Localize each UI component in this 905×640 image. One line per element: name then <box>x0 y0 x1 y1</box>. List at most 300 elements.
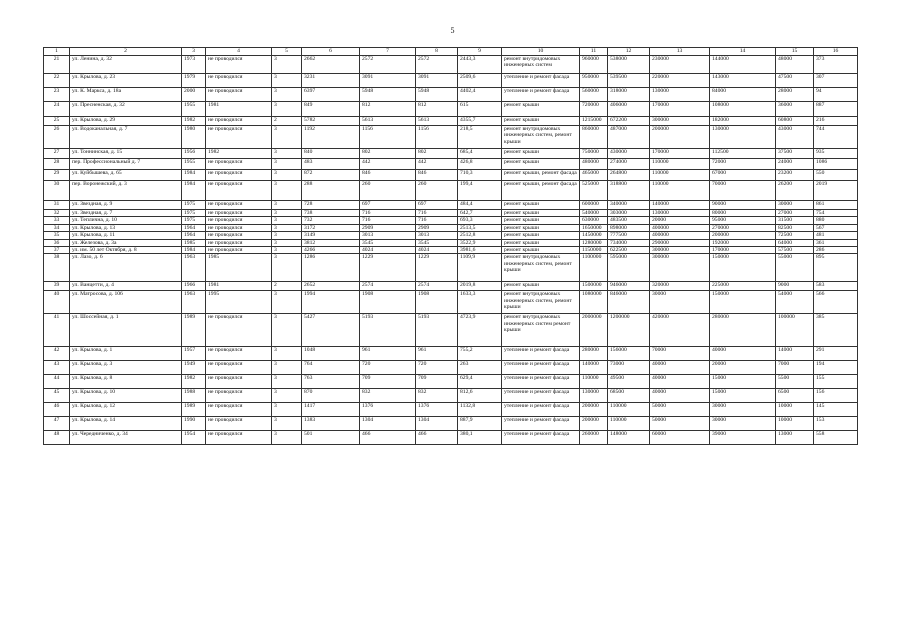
table-cell: 1229 <box>416 254 458 282</box>
table-cell: 466 <box>416 431 458 445</box>
table-cell: 3 <box>272 126 302 149</box>
table-cell: 110000 <box>608 403 650 417</box>
table-cell: 385 <box>814 314 858 347</box>
table-cell: 832 <box>416 389 458 403</box>
table-cell: 550 <box>814 170 858 181</box>
table-cell: ул. Теплична, д. 10 <box>70 217 182 224</box>
table-cell: 846000 <box>608 291 650 314</box>
column-header: 15 <box>776 48 814 56</box>
table-row <box>44 126 858 149</box>
repair-program-table <box>43 47 858 445</box>
table-cell: ул. Железова, д. 3а <box>70 239 182 246</box>
table-cell: 1964 <box>182 232 206 239</box>
table-cell: 318000 <box>608 88 650 102</box>
table-cell: ул. Крылова, д. 11 <box>70 232 182 239</box>
table-cell: 291 <box>814 347 858 361</box>
table-cell: 24 <box>44 102 70 117</box>
table-row <box>44 170 858 181</box>
table-cell: 716 <box>360 210 416 217</box>
table-cell: 280000 <box>580 347 608 361</box>
table-cell: 400000 <box>650 224 710 231</box>
table-cell: 738 <box>302 210 360 217</box>
table-cell: 540000 <box>580 210 608 217</box>
table-cell: ул. Звездная, д. 9 <box>70 201 182 210</box>
table-cell: 288 <box>302 181 360 201</box>
table-cell: 37500 <box>776 149 814 159</box>
table-row <box>44 88 858 102</box>
table-cell: не проводился <box>206 347 272 361</box>
table-cell: 697 <box>416 201 458 210</box>
table-cell: 290000 <box>650 239 710 246</box>
table-cell: 1908 <box>416 291 458 314</box>
table-cell: 1982 <box>182 375 206 389</box>
table-cell: не проводился <box>206 74 272 88</box>
table-cell: 3 <box>272 254 302 282</box>
table-cell: 2509,6 <box>458 74 502 88</box>
table-cell: 6500 <box>776 389 814 403</box>
table-cell: 110000 <box>608 417 650 431</box>
table-cell: не проводился <box>206 170 272 181</box>
table-cell: 2572 <box>360 56 416 74</box>
table-row <box>44 361 858 375</box>
table-cell: 24000 <box>776 159 814 170</box>
table-cell: 57500 <box>776 247 814 254</box>
table-cell: 36 <box>44 239 70 246</box>
table-cell: 70000 <box>650 347 710 361</box>
table-cell: 150000 <box>710 291 776 314</box>
table-cell: 4024 <box>416 247 458 254</box>
table-cell: 33 <box>44 217 70 224</box>
table-row <box>44 375 858 389</box>
table-cell: не проводился <box>206 88 272 102</box>
table-cell: 46 <box>44 403 70 417</box>
table-cell: 50000 <box>650 403 710 417</box>
table-cell: 26200 <box>776 181 814 201</box>
table-cell: 709 <box>416 375 458 389</box>
table-cell: 1100000 <box>580 254 608 282</box>
table-cell: 21 <box>44 56 70 74</box>
table-cell: 3 <box>272 102 302 117</box>
table-cell: 80000 <box>710 210 776 217</box>
table-cell: 4723,9 <box>458 314 502 347</box>
table-row <box>44 149 858 159</box>
table-cell: 60800 <box>776 117 814 126</box>
table-cell: 95000 <box>710 217 776 224</box>
table-cell: 777500 <box>608 232 650 239</box>
table-cell: 43000 <box>776 126 814 149</box>
table-cell: 40000 <box>650 389 710 403</box>
table-cell: 685,4 <box>458 149 502 159</box>
table-cell: 54000 <box>776 291 814 314</box>
table-cell: 1980 <box>182 126 206 149</box>
table-row <box>44 314 858 347</box>
table-cell: 27000 <box>776 210 814 217</box>
table-cell: не проводился <box>206 247 272 254</box>
table-cell: 583 <box>814 282 858 291</box>
table-cell: 1109,9 <box>458 254 502 282</box>
table-cell: утепление и ремонт фасада <box>502 431 580 445</box>
table-cell: ул. Ленина, д. 32 <box>70 56 182 74</box>
table-cell: не проводился <box>206 217 272 224</box>
table-cell: не проводился <box>206 375 272 389</box>
table-cell: 1954 <box>182 431 206 445</box>
table-cell: не проводился <box>206 239 272 246</box>
table-cell: ремонт внутридомовых инженерных систем, ремонт крыши <box>502 126 580 149</box>
column-header: 7 <box>360 48 416 56</box>
table-cell: ул. К. Маркса, д. 18а <box>70 88 182 102</box>
table-cell: 946000 <box>608 282 650 291</box>
table-cell: 274000 <box>608 159 650 170</box>
table-cell: 880 <box>814 217 858 224</box>
table-cell: 31500 <box>776 217 814 224</box>
table-cell: 1982 <box>206 149 272 159</box>
table-cell: 1984 <box>182 170 206 181</box>
table-cell: 39000 <box>710 431 776 445</box>
table-cell: 629,4 <box>458 375 502 389</box>
table-cell: ремонт крыши, ремонт фасада <box>502 170 580 181</box>
table-cell: 216 <box>814 117 858 126</box>
table-cell: 4355,7 <box>458 117 502 126</box>
table-cell: 14000 <box>776 347 814 361</box>
table-cell: 2 <box>272 117 302 126</box>
table-cell: 2652 <box>302 282 360 291</box>
table-cell: ремонт крыши <box>502 224 580 231</box>
table-cell: 2909 <box>416 224 458 231</box>
table-cell: 260 <box>360 181 416 201</box>
table-cell: 192000 <box>710 239 776 246</box>
table-cell: 43 <box>44 361 70 375</box>
table-cell: 3 <box>272 74 302 88</box>
table-row <box>44 431 858 445</box>
table-cell: 41 <box>44 314 70 347</box>
table-cell: 9000 <box>776 282 814 291</box>
table-cell: 1966 <box>182 282 206 291</box>
table-cell: 2000000 <box>580 314 608 347</box>
table-cell: 887 <box>814 102 858 117</box>
table-cell: 426,8 <box>458 159 502 170</box>
table-cell: 525000 <box>580 181 608 201</box>
table-cell: 1984 <box>182 181 206 201</box>
table-cell: 72000 <box>710 159 776 170</box>
table-cell: 44 <box>44 375 70 389</box>
column-header: 5 <box>272 48 302 56</box>
table-cell: 25 <box>44 117 70 126</box>
table-cell: 27 <box>44 149 70 159</box>
table-cell: 199,4 <box>458 181 502 201</box>
table-row <box>44 291 858 314</box>
table-row <box>44 74 858 88</box>
table-cell: 1975 <box>182 210 206 217</box>
table-cell: не проводился <box>206 201 272 210</box>
table-cell: 832 <box>360 389 416 403</box>
table-cell: не проводился <box>206 232 272 239</box>
table-cell: 170000 <box>710 247 776 254</box>
table-cell: утепление и ремонт фасада <box>502 375 580 389</box>
table-cell: 802 <box>416 149 458 159</box>
table-cell: не проводился <box>206 117 272 126</box>
table-cell: 860000 <box>580 126 608 149</box>
table-cell: 872 <box>302 170 360 181</box>
table-row <box>44 254 858 282</box>
table-cell: 303000 <box>608 210 650 217</box>
table-cell: 3 <box>272 347 302 361</box>
table-cell: 720000 <box>580 102 608 117</box>
table-cell: 28 <box>44 159 70 170</box>
table-cell: 82500 <box>776 224 814 231</box>
table-cell: 67000 <box>710 170 776 181</box>
table-cell: 812 <box>360 102 416 117</box>
table-cell: 110000 <box>650 170 710 181</box>
table-cell: 3 <box>272 170 302 181</box>
table-cell: 764 <box>302 361 360 375</box>
table-cell: не проводился <box>206 431 272 445</box>
table-cell: 112500 <box>710 149 776 159</box>
table-row <box>44 224 858 231</box>
table-cell: 567 <box>814 224 858 231</box>
table-cell: 1156 <box>360 126 416 149</box>
table-cell: 2513,5 <box>458 224 502 231</box>
table-cell: ул. Чередниченко, д. 34 <box>70 431 182 445</box>
table-cell: 538000 <box>608 56 650 74</box>
column-header: 4 <box>206 48 272 56</box>
table-cell: 840 <box>302 149 360 159</box>
table-cell: 37 <box>44 247 70 254</box>
table-cell: 264800 <box>608 170 650 181</box>
table-cell: 48000 <box>776 56 814 74</box>
table-cell: 5193 <box>360 314 416 347</box>
table-cell: 23 <box>44 88 70 102</box>
table-cell: не проводился <box>206 56 272 74</box>
table-cell: 1994 <box>302 291 360 314</box>
table-cell: 600000 <box>580 201 608 210</box>
table-cell: 802 <box>360 149 416 159</box>
table-row <box>44 102 858 117</box>
table-cell: 4266 <box>302 247 360 254</box>
table-cell: 200000 <box>710 232 776 239</box>
table-cell: 3 <box>272 291 302 314</box>
table-cell: 442 <box>360 159 416 170</box>
table-cell: 961 <box>416 347 458 361</box>
table-cell: 5193 <box>416 314 458 347</box>
table-cell: 898000 <box>608 224 650 231</box>
column-header: 3 <box>182 48 206 56</box>
table-cell: 1975 <box>182 217 206 224</box>
table-cell: 340000 <box>608 201 650 210</box>
table-cell: ремонт крыши <box>502 217 580 224</box>
table-cell: 1048 <box>302 347 360 361</box>
table-cell: 935 <box>814 149 858 159</box>
table-cell: 373 <box>814 56 858 74</box>
table-cell: 1982 <box>182 117 206 126</box>
table-cell: 55000 <box>776 254 814 282</box>
table-cell: 148000 <box>608 431 650 445</box>
table-cell: 60000 <box>650 431 710 445</box>
table-cell: 29 <box>44 170 70 181</box>
table-cell: 40000 <box>650 361 710 375</box>
table-cell: 300000 <box>650 254 710 282</box>
table-cell: 720 <box>416 361 458 375</box>
table-cell: 1990 <box>182 417 206 431</box>
table-cell: 220000 <box>650 74 710 88</box>
table-row <box>44 210 858 217</box>
table-cell: 3172 <box>302 224 360 231</box>
table-row <box>44 247 858 254</box>
table-cell: 28000 <box>776 88 814 102</box>
table-cell: 744 <box>814 126 858 149</box>
table-cell: 870 <box>302 389 360 403</box>
table-cell: не проводился <box>206 403 272 417</box>
table-cell: 642,7 <box>458 210 502 217</box>
table-cell: 30000 <box>650 291 710 314</box>
table-cell: 5613 <box>360 117 416 126</box>
table-cell: 861 <box>814 201 858 210</box>
table-cell: 200000 <box>650 126 710 149</box>
table-cell: утепление и ремонт фасада <box>502 361 580 375</box>
table-cell: 3 <box>272 88 302 102</box>
table-cell: ремонт крыши <box>502 210 580 217</box>
table-cell: 3 <box>272 159 302 170</box>
table-cell: ул. Крылова, д. 1 <box>70 347 182 361</box>
table-cell: 318800 <box>608 181 650 201</box>
column-header: 11 <box>580 48 608 56</box>
table-cell: ул. Крылова, д. 12 <box>70 403 182 417</box>
table-cell: ул. Звездная, д. 7 <box>70 210 182 217</box>
table-row <box>44 117 858 126</box>
table-cell: 1215000 <box>580 117 608 126</box>
table-cell: 1086 <box>814 159 858 170</box>
column-header: 1 <box>44 48 70 56</box>
table-cell: 150000 <box>710 254 776 282</box>
table-row <box>44 217 858 224</box>
table-cell: ул. им. 50 лет Октября, д. 8 <box>70 247 182 254</box>
table-cell: утепление и ремонт фасада <box>502 74 580 88</box>
table-cell: 466 <box>360 431 416 445</box>
table-cell: 40000 <box>710 347 776 361</box>
table-cell: 200000 <box>580 403 608 417</box>
table-cell: не проводился <box>206 224 272 231</box>
table-cell: 481 <box>814 232 858 239</box>
table-cell: ремонт внутридомовых инженерных систем ремонт крыши <box>502 314 580 347</box>
table-cell: 1229 <box>360 254 416 282</box>
table-cell: 1650000 <box>580 224 608 231</box>
table-cell: ремонт крыши <box>502 201 580 210</box>
table-cell: 3149 <box>302 232 360 239</box>
table-cell: 49500 <box>608 375 650 389</box>
table-cell: 1988 <box>182 389 206 403</box>
table-cell: 420000 <box>650 314 710 347</box>
table-cell: ул. Тоннинская, д. 15 <box>70 149 182 159</box>
table-cell: утепление и ремонт фасада <box>502 347 580 361</box>
table-cell: 716 <box>416 217 458 224</box>
table-cell: 1286 <box>302 254 360 282</box>
table-cell: 1304 <box>416 417 458 431</box>
table-cell: 1417 <box>302 403 360 417</box>
column-header: 12 <box>608 48 650 56</box>
table-cell: ул. Куйбышева, д. 65 <box>70 170 182 181</box>
table-cell: 42 <box>44 347 70 361</box>
table-cell: 3013 <box>360 232 416 239</box>
table-cell: не проводился <box>206 389 272 403</box>
table-cell: 1985 <box>206 254 272 282</box>
table-cell: 2572 <box>416 56 458 74</box>
table-cell: 90000 <box>710 201 776 210</box>
table-cell: 23200 <box>776 170 814 181</box>
table-cell: 755,2 <box>458 347 502 361</box>
table-cell: 3013 <box>416 232 458 239</box>
table-cell: 3545 <box>416 239 458 246</box>
table-cell: 3 <box>272 217 302 224</box>
table-cell: 110000 <box>580 375 608 389</box>
table-cell: 10000 <box>776 417 814 431</box>
table-cell: 300000 <box>650 247 710 254</box>
table-cell: 3522,9 <box>458 239 502 246</box>
table-row <box>44 56 858 74</box>
table-cell: 3981,6 <box>458 247 502 254</box>
table-cell: 1964 <box>182 224 206 231</box>
table-cell: ремонт крыши <box>502 282 580 291</box>
table-cell: 3091 <box>360 74 416 88</box>
table-cell: 732 <box>302 217 360 224</box>
table-cell: 286 <box>814 247 858 254</box>
table-cell: ул. Крылова, д. 8 <box>70 375 182 389</box>
table-row <box>44 417 858 431</box>
column-header: 2 <box>70 48 182 56</box>
table-cell: 13000 <box>776 431 814 445</box>
table-cell: 110000 <box>650 159 710 170</box>
table-cell: ул. Матросова, д. 106 <box>70 291 182 314</box>
table-cell: ремонт крыши <box>502 102 580 117</box>
table-cell: утепление и ремонт фасада <box>502 88 580 102</box>
table-cell: ул. Пресненская, д. 32 <box>70 102 182 117</box>
table-cell: 693,3 <box>458 217 502 224</box>
table-cell: 64000 <box>776 239 814 246</box>
table-cell: 300000 <box>650 117 710 126</box>
table-cell: 2909 <box>360 224 416 231</box>
table-cell: 31 <box>44 201 70 210</box>
table-cell: 32 <box>44 210 70 217</box>
table-cell: 566 <box>814 291 858 314</box>
column-header: 9 <box>458 48 502 56</box>
table-cell: 108000 <box>710 102 776 117</box>
table-cell: 1985 <box>182 239 206 246</box>
table-cell: утепление и ремонт фасада <box>502 389 580 403</box>
table-cell: 846 <box>360 170 416 181</box>
table-cell: не проводился <box>206 126 272 149</box>
table-cell: 156 <box>814 389 858 403</box>
table-cell: 3 <box>272 403 302 417</box>
table-row <box>44 232 858 239</box>
table-row <box>44 389 858 403</box>
table-cell: 1979 <box>182 74 206 88</box>
table-cell: 263 <box>458 361 502 375</box>
table-cell: 1984 <box>182 247 206 254</box>
table-cell: 380,1 <box>458 431 502 445</box>
table-cell: 710,3 <box>458 170 502 181</box>
table-cell: 170000 <box>650 102 710 117</box>
table-cell: 3545 <box>360 239 416 246</box>
table-cell: 1450000 <box>580 232 608 239</box>
table-cell: ул. Крылова, д. 23 <box>70 74 182 88</box>
table-cell: 672200 <box>608 117 650 126</box>
table-cell: 153 <box>814 417 858 431</box>
table-cell: 734000 <box>608 239 650 246</box>
table-cell: 595000 <box>608 254 650 282</box>
table-cell: 560000 <box>580 88 608 102</box>
table-cell: 94 <box>814 88 858 102</box>
table-cell: 1280000 <box>580 239 608 246</box>
table-cell: 2 <box>272 282 302 291</box>
table-cell: ул. Крылова, д. 14 <box>70 417 182 431</box>
